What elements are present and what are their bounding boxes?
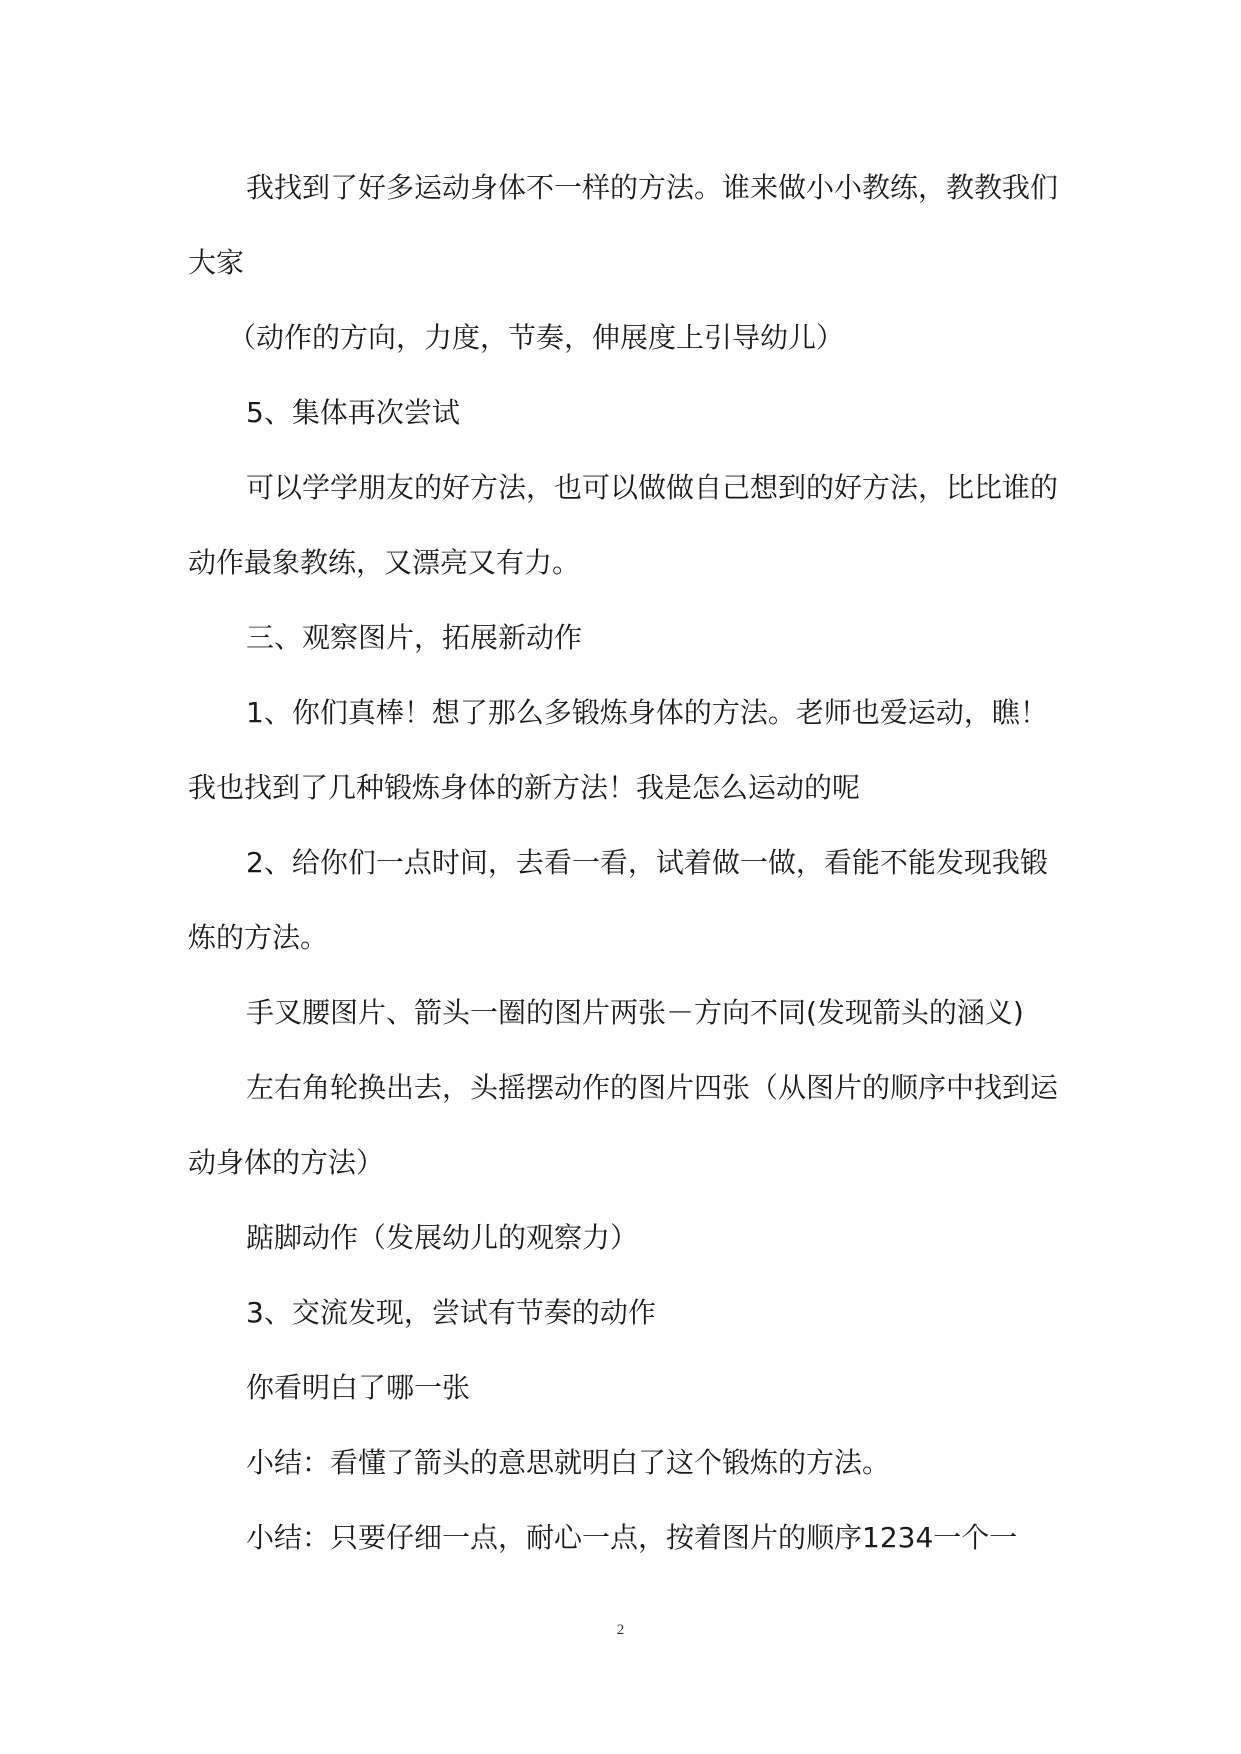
- paragraph: （动作的方向，力度，节奏，伸展度上引导幼儿）: [228, 321, 845, 354]
- document-body: [188, 150, 1068, 1575]
- paragraph: 踮脚动作（发展幼儿的观察力）: [246, 1221, 639, 1254]
- page-number: 2: [616, 1622, 625, 1638]
- paragraph: 小结：只要仔细一点，耐心一点，按着图片的顺序1234一个一: [246, 1521, 1018, 1554]
- paragraph: 2、给你们一点时间，去看一看，试着做一做，看能不能发现我锻炼的方法。: [188, 846, 1048, 954]
- paragraph: 5、集体再次尝试: [246, 396, 460, 429]
- paragraph: 小结：看懂了箭头的意思就明白了这个锻炼的方法。: [246, 1446, 891, 1479]
- paragraph: 可以学学朋友的好方法，也可以做做自己想到的好方法，比比谁的动作最象教练，又漂亮又有力。: [188, 471, 1059, 579]
- paragraph: 你看明白了哪一张: [246, 1371, 471, 1404]
- paragraph: 手叉腰图片、箭头一圈的图片两张－方向不同(发现箭头的涵义): [246, 996, 1024, 1029]
- paragraph: 3、交流发现，尝试有节奏的动作: [246, 1296, 656, 1329]
- paragraph: 我找到了好多运动身体不一样的方法。谁来做小小教练，教教我们大家: [188, 171, 1059, 279]
- paragraph: 左右角轮换出去，头摇摆动作的图片四张（从图片的顺序中找到运动身体的方法）: [188, 1071, 1059, 1179]
- paragraph: 1、你们真棒！想了那么多锻炼身体的方法。老师也爱运动，瞧！我也找到了几种锻炼身体的新方法！我是怎么运动的呢: [188, 696, 1048, 804]
- paragraph: 三、观察图片，拓展新动作: [246, 621, 583, 654]
